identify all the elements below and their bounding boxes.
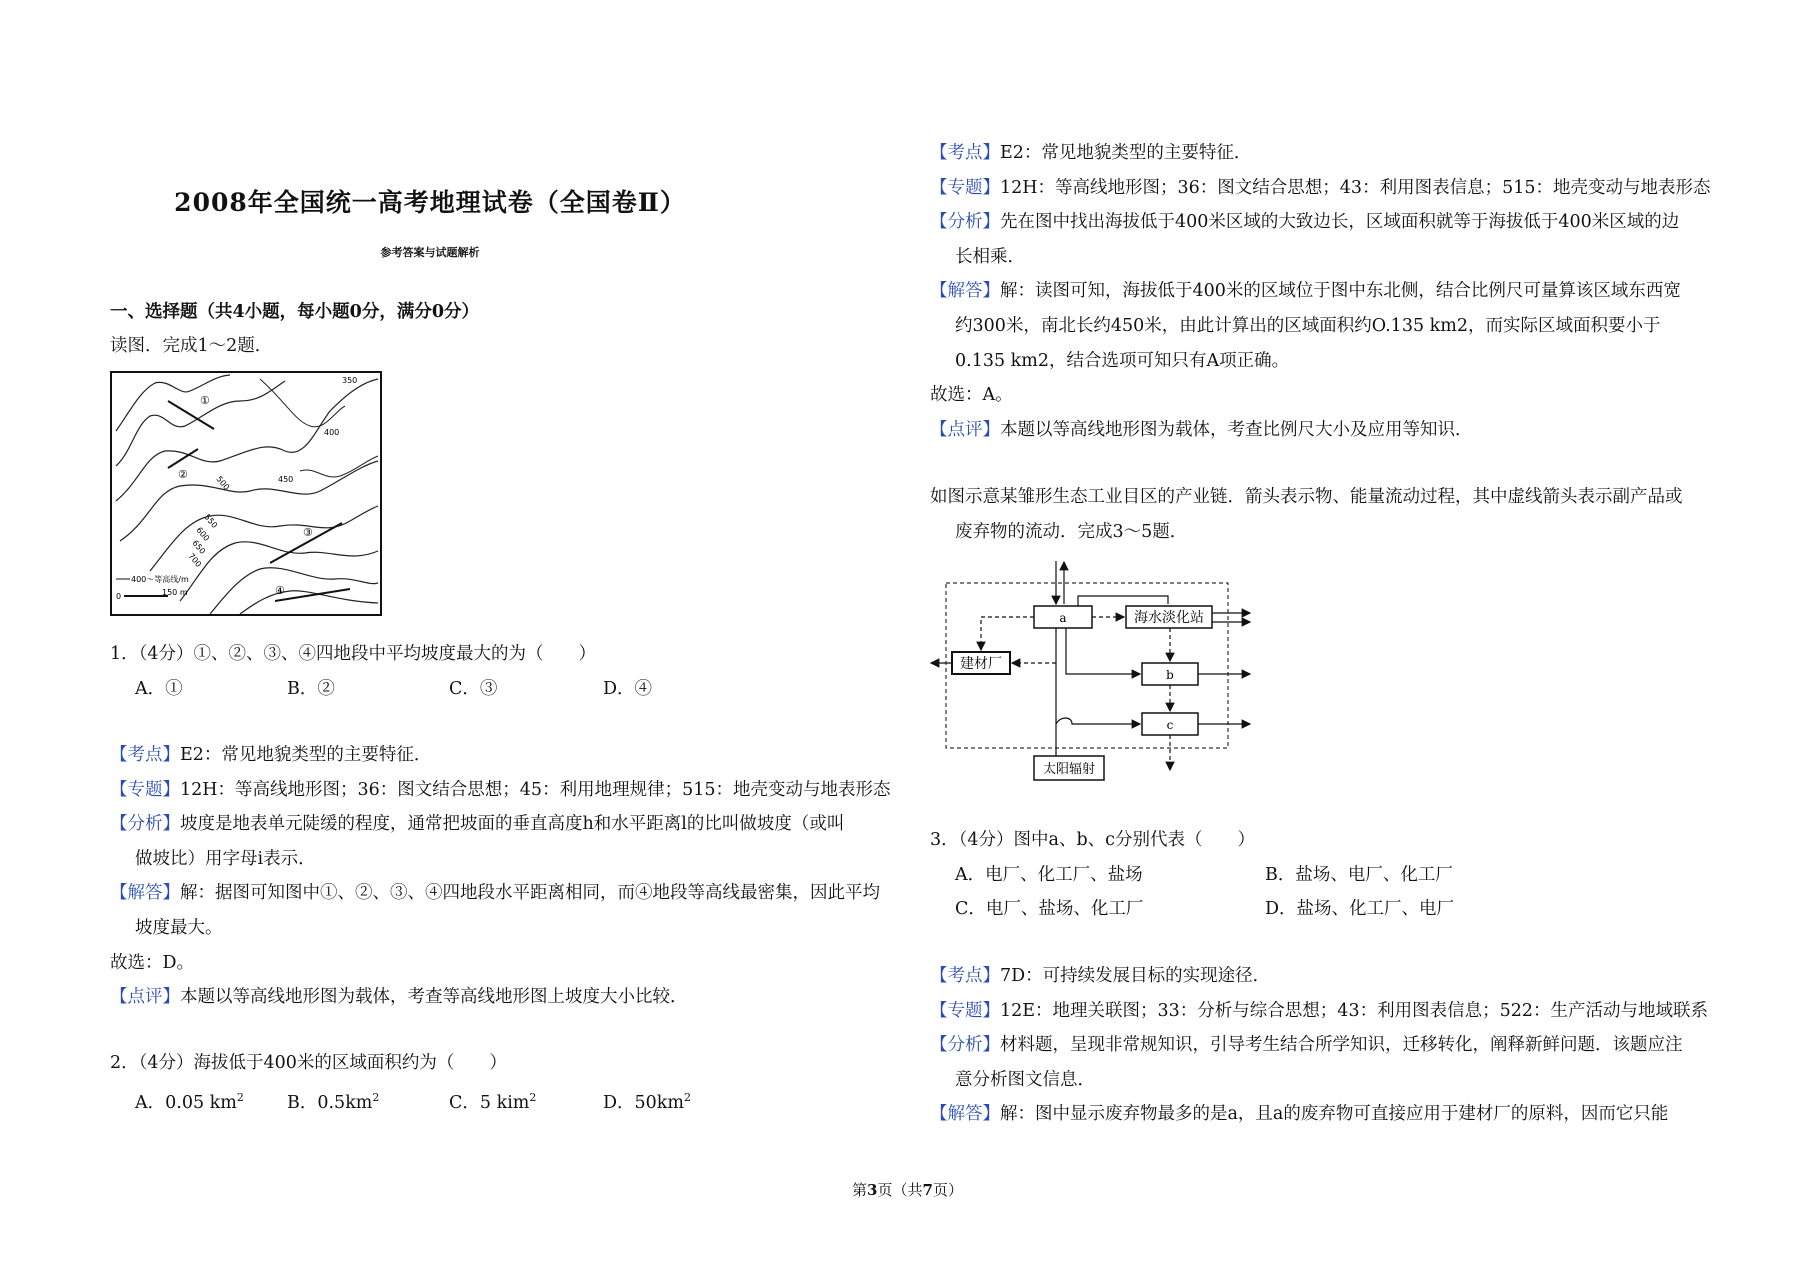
q3-kaodian: 【考点】7D：可持续发展目标的实现途径． <box>930 966 1271 986</box>
site-label-4: ④ <box>275 584 285 597</box>
q2-zhuanti: 【专题】12H：等高线地形图；36：图文结合思想；43：利用图表信息；515：地壳变动与地表形态 <box>930 178 1711 198</box>
q2-stem: 2．（4分）海拔低于400米的区域面积约为（ ） <box>110 1053 507 1073</box>
page-number: 3 <box>867 1181 878 1199</box>
page-footer: 第3页（共7页） <box>852 1181 963 1199</box>
site-label-2: ② <box>178 468 188 481</box>
q3-option-a: A．电厂、化工厂、盐场 <box>955 865 1143 885</box>
q1-zhuanti: 【专题】12H：等高线地形图；36：图文结合思想；45：利用地理规律；515：地壳变动与地表形态 <box>110 780 891 800</box>
q3-fenxi: 【分析】材料题，呈现非常规知识，引导考生结合所学知识，迁移转化，阐释新鲜问题．该题应注 <box>930 1035 1683 1055</box>
page-subtitle: 参考答案与试题解析 <box>380 246 480 259</box>
q1-stem: 1．（4分）①、②、③、④四地段中平均坡度最大的为（ ） <box>110 644 597 664</box>
q3-option-b: B．盐场、电厂、化工厂 <box>1265 865 1453 885</box>
node-a: a <box>1059 611 1067 625</box>
q2-fenxi: 【分析】先在图中找出海拔低于400米区域的大致边长，区域面积就等于海拔低于400米区域的边 <box>930 212 1680 232</box>
legend-scale-150: 150 m <box>162 588 188 597</box>
q1-dianping: 【点评】本题以等高线地形图为载体，考查等高线地形图上坡度大小比较． <box>110 987 688 1007</box>
q1-jieda-cont: 坡度最大。 <box>135 918 223 938</box>
industry-chain-svg <box>928 556 1258 786</box>
q2-option-a: A．0.05 $km^2$ <box>135 1091 244 1113</box>
q1-answer: 故选：D。 <box>110 953 195 973</box>
contour-label-650: 650 <box>190 538 208 556</box>
legend-scale-0: 0 <box>116 592 122 601</box>
q1-jieda: 【解答】解：据图可知图中①、②、③、④四地段水平距离相同，而④地段等高线最密集，因此平均 <box>110 883 880 903</box>
q2-kaodian: 【考点】E2：常见地貌类型的主要特征． <box>930 143 1252 163</box>
intro-q3-5: 如图示意某雏形生态工业目区的产业链．箭头表示物、能量流动过程，其中虚线箭头表示副产品或 <box>930 487 1683 507</box>
node-desalination: 海水淡化站 <box>1134 610 1204 626</box>
contour-label-450: 450 <box>278 475 294 484</box>
contour-label-550: 550 <box>202 512 220 530</box>
q3-option-c: C．电厂、盐场、化工厂 <box>955 899 1144 919</box>
industry-chain-diagram <box>928 556 1258 786</box>
node-c: c <box>1166 718 1174 732</box>
q3-zhuanti: 【专题】12E：地理关联图；33：分析与综合思想；43：利用图表信息；522：生产活动与地域联系 <box>930 1001 1708 1021</box>
node-b: b <box>1166 668 1174 682</box>
q2-jieda-cont2: 0.135 km2，结合选项可知只有A项正确。 <box>955 351 1290 371</box>
q2-jieda: 【解答】解：读图可知，海拔低于400米的区域位于图中东北侧，结合比例尺可量算该区域东西宽 <box>930 281 1681 301</box>
contour-label-600: 600 <box>194 525 212 543</box>
q2-fenxi-cont: 长相乘． <box>955 247 1025 267</box>
q2-jieda-cont1: 约300米，南北长约450米，由此计算出的区域面积约O.135 km2，而实际区域面积要小于 <box>955 316 1661 336</box>
contour-label-350: 350 <box>342 376 358 385</box>
q2-option-b: B．$0.5km^2$ <box>287 1091 380 1113</box>
contour-label-500: 500 <box>214 474 232 492</box>
q1-option-d: D．④ <box>603 679 653 699</box>
q1-kaodian: 【考点】E2：常见地貌类型的主要特征． <box>110 745 432 765</box>
q2-option-d: D．$50km^2$ <box>603 1091 691 1113</box>
node-solar: 太阳辐射 <box>1042 762 1096 777</box>
section-heading: 一、选择题（共4小题，每小题0分，满分0分） <box>110 302 480 322</box>
contour-map <box>110 371 382 616</box>
q1-option-b: B．② <box>287 679 335 699</box>
q3-option-d: D．盐场、化工厂、电厂 <box>1265 899 1455 919</box>
q2-answer: 故选：A。 <box>930 385 1013 405</box>
q3-stem: 3．（4分）图中a、b、c分别代表（ ） <box>930 830 1255 850</box>
site-label-3: ③ <box>303 526 313 539</box>
q1-option-a: A．① <box>135 679 183 699</box>
node-building-factory: 建材厂 <box>960 656 1002 672</box>
intro-q3-5-cont: 废弃物的流动．完成3～5题． <box>955 522 1188 542</box>
q1-fenxi: 【分析】坡度是地表单元陡缓的程度，通常把坡面的垂直高度h和水平距离l的比叫做坡度（或叫 <box>110 814 845 834</box>
legend-contour: 400～等高线/m <box>131 575 189 584</box>
q1-fenxi-cont: 做坡比）用字母i表示． <box>135 849 316 869</box>
intro-q1-2: 读图．完成1～2题． <box>110 336 273 356</box>
contour-label-700: 700 <box>186 551 204 569</box>
q3-fenxi-cont: 意分析图文信息． <box>955 1070 1095 1090</box>
page-total: 7 <box>922 1181 933 1199</box>
page-title: 2008年全国统一高考地理试卷（全国卷Ⅱ） <box>174 188 686 217</box>
q3-jieda: 【解答】解：图中显示废弃物最多的是a，且a的废弃物可直接应用于建材厂的原料，因而它只能 <box>930 1104 1669 1124</box>
q2-option-c: C．5 kim$^2$ <box>449 1091 537 1113</box>
q1-option-c: C．③ <box>449 679 498 699</box>
contour-label-400: 400 <box>324 428 340 437</box>
q2-dianping: 【点评】本题以等高线地形图为载体，考查比例尺大小及应用等知识． <box>930 420 1473 440</box>
site-label-1: ① <box>200 394 210 407</box>
contour-map-figure <box>110 371 382 616</box>
